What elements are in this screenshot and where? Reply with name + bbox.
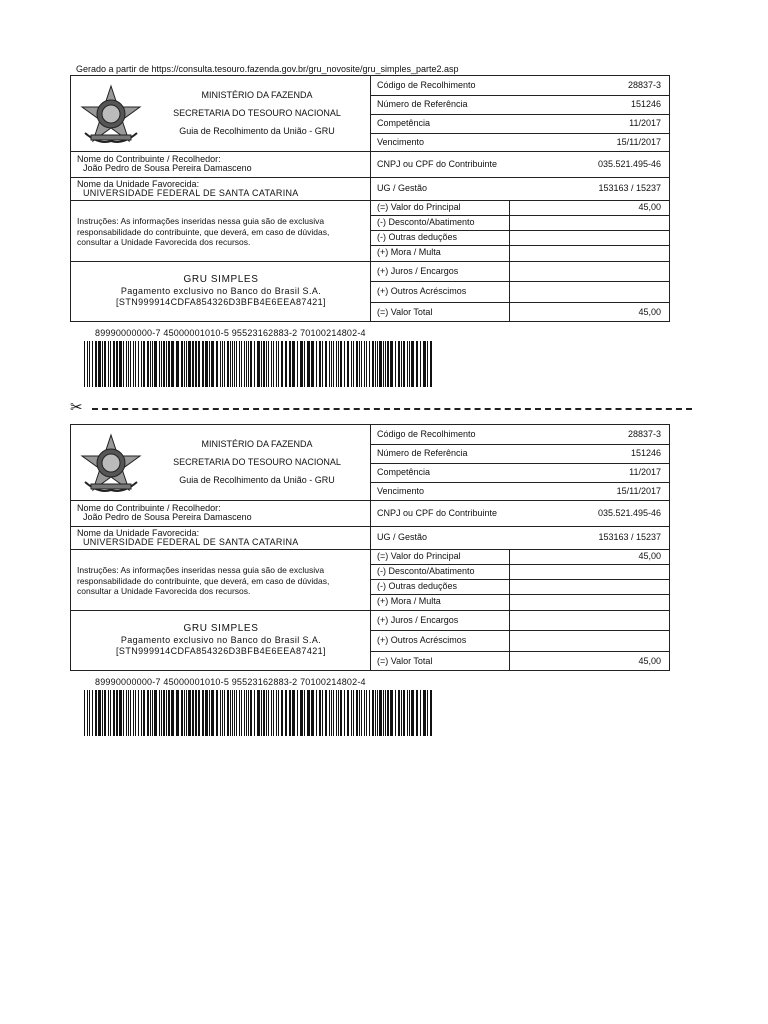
gru-code: [STN999914CDFA854326D3BFB4E6EEA87421]	[116, 297, 326, 307]
unit-name: UNIVERSIDADE FEDERAL DE SANTA CATARINA	[83, 537, 299, 547]
source-url-line: Gerado a partir de https://consulta.tesouro.fazenda.gov.br/gru_novosite/gru_simples_parte2.asp	[76, 64, 459, 74]
brazil-coat-of-arms-emblem	[79, 83, 143, 147]
gru-form-copy-2	[70, 424, 670, 671]
amount-label: (=) Valor Total	[377, 656, 433, 666]
gru-payment-note: Pagamento exclusivo no Banco do Brasil S.A.	[120, 635, 322, 645]
field-value: 151246	[630, 99, 661, 109]
field-value: 15/11/2017	[616, 137, 661, 147]
amount-label: (+) Outros Acréscimos	[377, 286, 467, 296]
field-label: UG / Gestão	[377, 183, 428, 193]
secretariat-title: SECRETARIA DO TESOURO NACIONAL	[173, 108, 341, 118]
brazil-coat-of-arms-emblem	[79, 432, 143, 496]
field-label: CNPJ ou CPF do Contribuinte	[377, 508, 498, 518]
amount-label: (-) Outras deduções	[377, 581, 458, 591]
field-label: Código de Recolhimento	[377, 429, 476, 439]
instructions-text: As informações inseridas nessa guia são de exclusiva responsabilidade do contribuinte, que deverá, em caso de dúvidas, consultar a Unidade Favorecida dos recursos.	[77, 565, 330, 596]
gru-form-copy-1	[70, 75, 670, 322]
amount-label: (=) Valor do Principal	[377, 551, 461, 561]
instructions-block	[77, 565, 362, 597]
barcode-digits: 89990000000-7 45000001010-5 95523162883-2 70100214802-4	[95, 677, 366, 687]
gru-guide-title: Guia de Recolhimento da União - GRU	[179, 126, 335, 136]
gru-guide-title: Guia de Recolhimento da União - GRU	[179, 475, 335, 485]
amount-value: 45,00	[638, 551, 661, 561]
amount-value: 45,00	[638, 656, 661, 666]
barcode-image	[84, 690, 433, 736]
unit-label: Nome da Unidade Favorecida:	[77, 528, 200, 538]
amount-label: (+) Mora / Multa	[377, 596, 441, 606]
amount-label: (+) Outros Acréscimos	[377, 635, 467, 645]
cut-line	[70, 400, 692, 416]
field-value: 153163 / 15237	[598, 532, 661, 542]
field-value: 11/2017	[629, 118, 661, 128]
field-label: Código de Recolhimento	[377, 80, 476, 90]
field-value: 153163 / 15237	[598, 183, 661, 193]
instructions-text: As informações inseridas nessa guia são de exclusiva responsabilidade do contribuinte, que deverá, em caso de dúvidas, consultar a Unidade Favorecida dos recursos.	[77, 216, 330, 247]
amount-label: (-) Outras deduções	[377, 232, 458, 242]
field-value: 11/2017	[629, 467, 661, 477]
amount-label: (+) Juros / Encargos	[377, 615, 459, 625]
gru-simples-title: GRU SIMPLES	[183, 274, 259, 285]
field-value: 28837-3	[627, 429, 661, 439]
barcode-image	[84, 341, 433, 387]
field-label: Vencimento	[377, 486, 425, 496]
field-label: Competência	[377, 467, 431, 477]
field-value: 28837-3	[627, 80, 661, 90]
barcode-digits: 89990000000-7 45000001010-5 95523162883-2 70100214802-4	[95, 328, 366, 338]
gru-payment-note: Pagamento exclusivo no Banco do Brasil S.A.	[120, 286, 322, 296]
secretariat-title: SECRETARIA DO TESOURO NACIONAL	[173, 457, 341, 467]
field-value: 035.521.495-46	[597, 508, 661, 518]
ministry-title: MINISTÉRIO DA FAZENDA	[201, 439, 313, 449]
gru-code: [STN999914CDFA854326D3BFB4E6EEA87421]	[116, 646, 326, 656]
unit-label: Nome da Unidade Favorecida:	[77, 179, 200, 189]
amount-value: 45,00	[638, 307, 661, 317]
field-value: 035.521.495-46	[597, 159, 661, 169]
payer-name: João Pedro de Sousa Pereira Damasceno	[83, 512, 252, 522]
instructions-label: Instruções:	[77, 565, 119, 575]
field-label: Vencimento	[377, 137, 425, 147]
amount-label: (=) Valor Total	[377, 307, 433, 317]
unit-name: UNIVERSIDADE FEDERAL DE SANTA CATARINA	[83, 188, 299, 198]
amount-label: (+) Mora / Multa	[377, 247, 441, 257]
payer-label: Nome do Contribuinte / Recolhedor:	[77, 154, 221, 164]
amount-value: 45,00	[638, 202, 661, 212]
field-label: Competência	[377, 118, 431, 128]
field-label: Número de Referência	[377, 448, 468, 458]
amount-label: (+) Juros / Encargos	[377, 266, 459, 276]
payer-label: Nome do Contribuinte / Recolhedor:	[77, 503, 221, 513]
payer-name: João Pedro de Sousa Pereira Damasceno	[83, 163, 252, 173]
field-label: CNPJ ou CPF do Contribuinte	[377, 159, 498, 169]
amount-label: (=) Valor do Principal	[377, 202, 461, 212]
field-value: 15/11/2017	[616, 486, 661, 496]
amount-label: (-) Desconto/Abatimento	[377, 566, 475, 576]
field-value: 151246	[630, 448, 661, 458]
instructions-block	[77, 216, 362, 248]
field-label: Número de Referência	[377, 99, 468, 109]
amount-label: (-) Desconto/Abatimento	[377, 217, 475, 227]
gru-simples-title: GRU SIMPLES	[183, 623, 259, 634]
ministry-title: MINISTÉRIO DA FAZENDA	[201, 90, 313, 100]
field-label: UG / Gestão	[377, 532, 428, 542]
instructions-label: Instruções:	[77, 216, 119, 226]
scissors-icon: ✂	[70, 399, 83, 416]
